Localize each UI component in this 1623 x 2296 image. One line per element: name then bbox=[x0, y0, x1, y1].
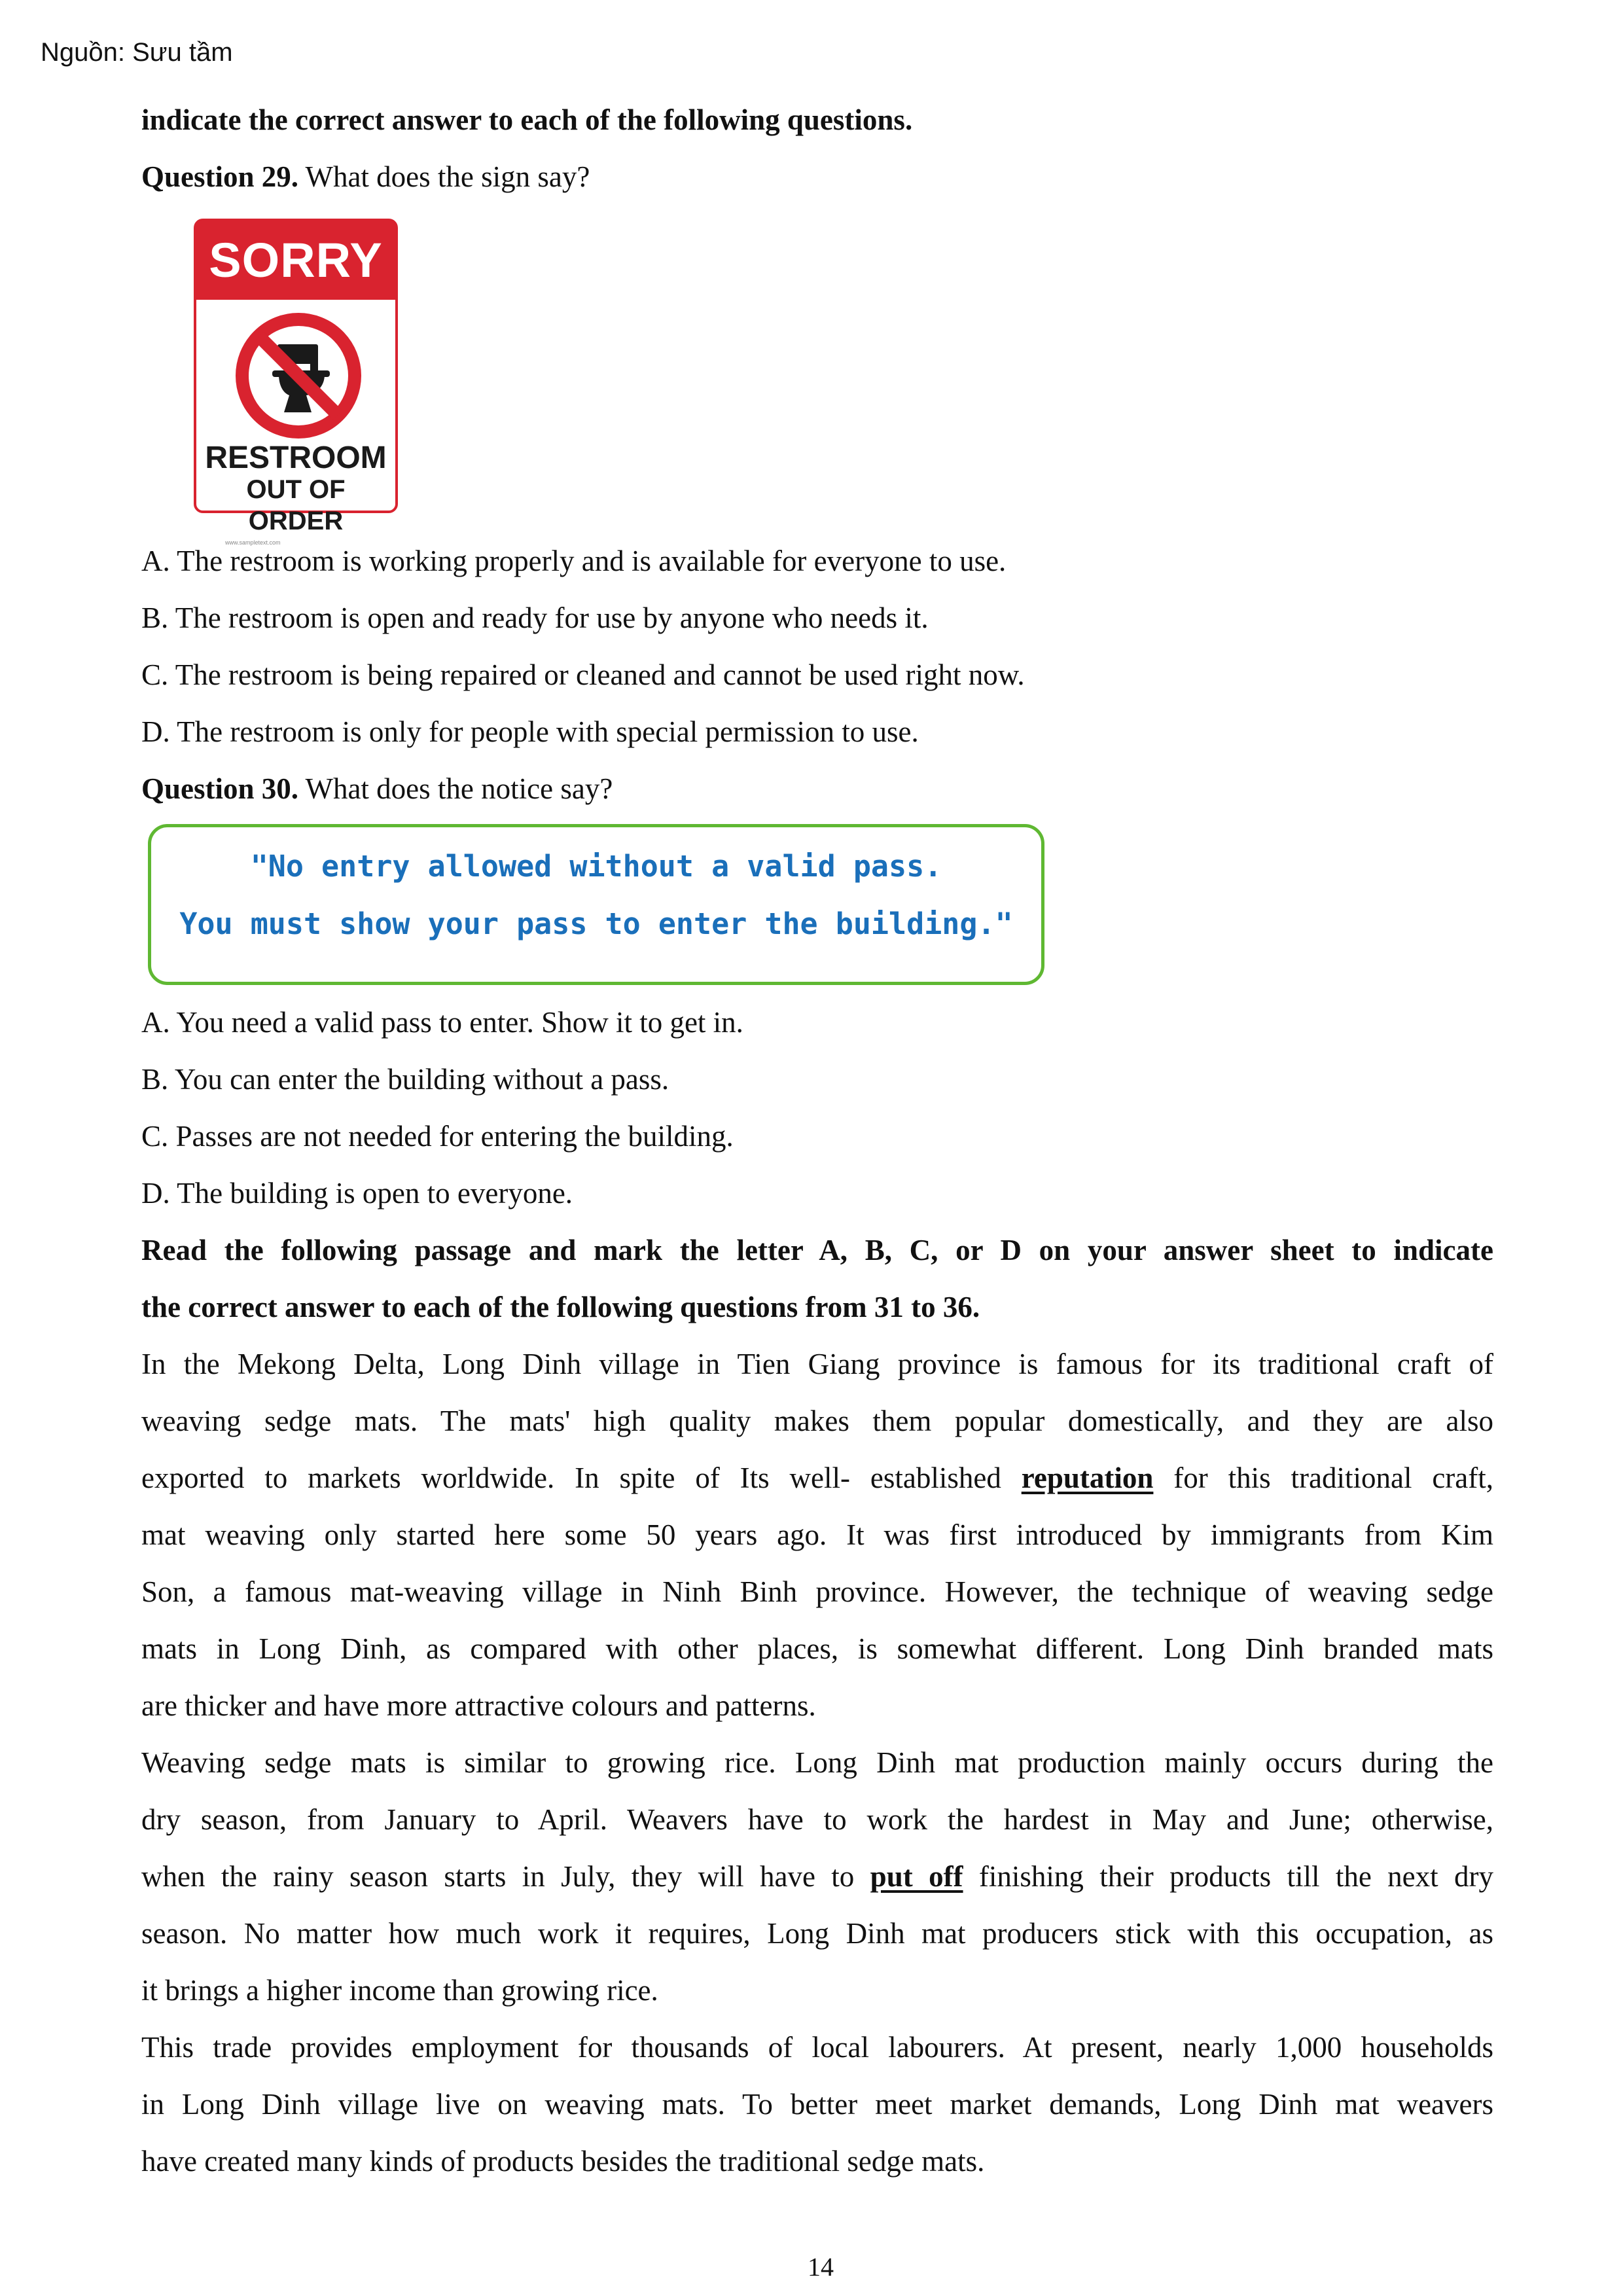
keyword-reputation: reputation bbox=[1021, 1462, 1154, 1494]
passage-p1-line-2: weaving sedge mats. The mats' high quality makes them popular domestically, and they are also bbox=[141, 1405, 1493, 1437]
passage-p1-line-5: Son, a famous mat-weaving village in Ninh Binh province. However, the technique of weaving sedge bbox=[141, 1575, 1493, 1608]
passage-p2-line-3 bbox=[141, 1848, 1493, 1905]
passage-p3-line-2: in Long Dinh village live on weaving mats. To better meet market demands, Long Dinh mat weavers bbox=[141, 2088, 1493, 2121]
passage-p1-line-7: are thicker and have more attractive colours and patterns. bbox=[141, 1689, 816, 1722]
question-29-prompt: What does the sign say? bbox=[305, 160, 590, 193]
notice-line-1: "No entry allowed without a valid pass. bbox=[250, 849, 942, 884]
sign-caption-line1: RESTROOM bbox=[205, 440, 387, 475]
passage-p1-line-6: mats in Long Dinh, as compared with other places, is somewhat different. Long Dinh branded mats bbox=[141, 1632, 1493, 1665]
passage-p1-line-4: mat weaving only started here some 50 years ago. It was first introduced by immigrants from Kim bbox=[141, 1518, 1493, 1551]
passage-p2-line-4: season. No matter how much work it requires, Long Dinh mat producers stick with this occupation, as bbox=[141, 1917, 1493, 1950]
instruction-line-1: Read the following passage and mark the letter A, B, C, or D on your answer sheet to indicate bbox=[141, 1234, 1493, 1266]
question-29-number: Question 29. bbox=[141, 160, 299, 193]
passage-p1-line-3 bbox=[141, 1450, 1493, 1507]
q29-option-d: D. The restroom is only for people with special permission to use. bbox=[141, 715, 919, 748]
q29-option-b: B. The restroom is open and ready for use by anyone who needs it. bbox=[141, 601, 929, 634]
q30-option-d: D. The building is open to everyone. bbox=[141, 1177, 573, 1210]
no-toilet-icon bbox=[233, 310, 364, 441]
passage-p3-line-1: This trade provides employment for thousands of local labourers. At present, nearly 1,000 households bbox=[141, 2031, 1493, 2064]
sign-header: SORRY bbox=[196, 221, 395, 300]
q30-option-a: A. You need a valid pass to enter. Show it to get in. bbox=[141, 1006, 743, 1039]
intro-line: indicate the correct answer to each of the following questions. bbox=[141, 103, 913, 136]
q30-option-c: C. Passes are not needed for entering the building. bbox=[141, 1120, 734, 1153]
question-30-number: Question 30. bbox=[141, 772, 299, 805]
sign-caption-line2: OUT OF ORDER bbox=[246, 475, 346, 535]
q29-option-a: A. The restroom is working properly and is available for everyone to use. bbox=[141, 545, 1007, 577]
q30-option-b: B. You can enter the building without a pass. bbox=[141, 1063, 669, 1096]
notice-figure bbox=[141, 817, 1493, 994]
sign-credit: www.sampletext.com bbox=[225, 539, 281, 546]
passage-p2-line-5: it brings a higher income than growing rice. bbox=[141, 1974, 658, 2007]
passage-p1-line-1: In the Mekong Delta, Long Dinh village in Tien Giang province is famous for its traditional craft of bbox=[141, 1348, 1493, 1380]
passage-p1-line-3-end: for this traditional craft, bbox=[1153, 1462, 1494, 1494]
passage-p2-line-3-end: finishing their products till the next dry bbox=[963, 1860, 1494, 1893]
notice-line-2: You must show your pass to enter the building." bbox=[179, 906, 1013, 941]
instruction-line-2: the correct answer to each of the following questions from 31 to 36. bbox=[141, 1291, 980, 1323]
source-note: Nguồn: Sưu tầm bbox=[41, 38, 233, 67]
question-30 bbox=[141, 761, 1493, 817]
restroom-sign bbox=[194, 219, 398, 535]
page-content bbox=[141, 92, 1493, 2190]
q29-option-c: C. The restroom is being repaired or cleaned and cannot be used right now. bbox=[141, 658, 1025, 691]
passage-p2-line-2: dry season, from January to April. Weavers have to work the hardest in May and June; otherwise, bbox=[141, 1803, 1493, 1836]
passage-p2-line-3-start: when the rainy season starts in July, they will have to bbox=[141, 1860, 870, 1893]
keyword-put-off: put off bbox=[870, 1860, 963, 1893]
passage-p2-line-1: Weaving sedge mats is similar to growing rice. Long Dinh mat production mainly occurs during the bbox=[141, 1746, 1493, 1779]
passage-p3-line-3: have created many kinds of products besides the traditional sedge mats. bbox=[141, 2145, 985, 2178]
question-29 bbox=[141, 149, 1493, 206]
passage-p1-line-3-start: exported to markets worldwide. In spite of Its well- established bbox=[141, 1462, 1022, 1494]
restroom-sign-figure bbox=[141, 206, 1493, 546]
question-30-prompt: What does the notice say? bbox=[305, 772, 613, 805]
page-number: 14 bbox=[808, 2252, 834, 2282]
notice-box bbox=[148, 824, 1044, 985]
